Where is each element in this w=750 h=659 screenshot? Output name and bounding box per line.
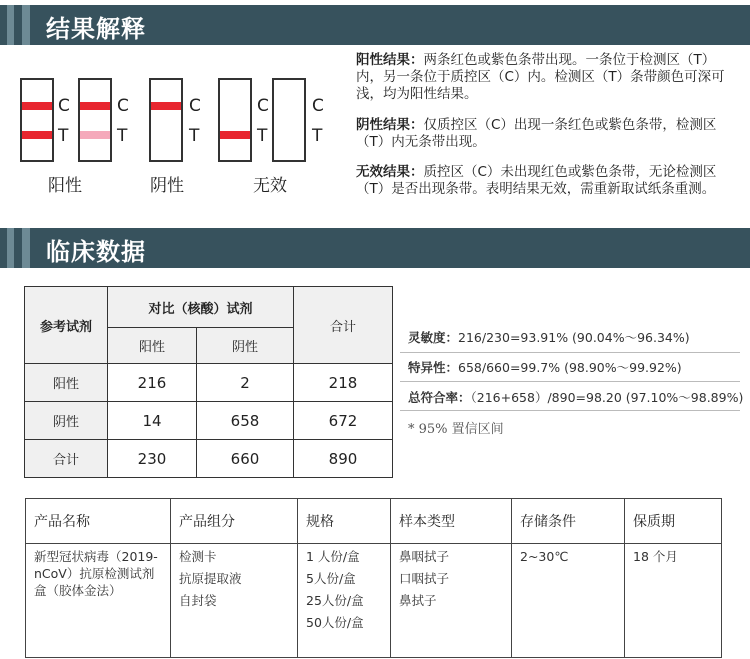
invalid-result-desc: 质控区（C）未出现红色或紫色条带，无论检测区（T）是否出现条带。表明结果无效，需重新取试纸条重测。 — [356, 164, 717, 197]
storage-value: 2~30℃ — [520, 549, 569, 564]
product-info-table — [25, 498, 722, 658]
table-header-row — [26, 499, 722, 544]
control-line — [80, 102, 110, 110]
cell: 230 — [108, 440, 197, 478]
divider — [400, 410, 740, 411]
spec-item: 50人份/盒 — [306, 615, 364, 630]
cell: 2 — [197, 364, 294, 402]
header-sample-type: 样本类型 — [391, 499, 512, 544]
header-storage: 存储条件 — [512, 499, 625, 544]
cell: 890 — [294, 440, 393, 478]
row-label: 阴性 — [25, 402, 108, 440]
caption-negative: 阴性 — [150, 176, 184, 196]
table-row — [25, 402, 393, 440]
header-product-name: 产品名称 — [26, 499, 171, 544]
spec-cell — [298, 544, 391, 658]
cell: 14 — [108, 402, 197, 440]
table-row — [26, 544, 722, 658]
specificity-label: 特异性： — [408, 360, 459, 375]
sensitivity-value: 216/230=93.91% (90.04%～96.34%) — [458, 330, 690, 345]
spec-item: 1 人份/盒 — [306, 549, 360, 564]
t-label: T — [257, 126, 268, 146]
invalid-strip-1 — [218, 78, 252, 162]
control-line — [22, 102, 52, 110]
t-label: T — [312, 126, 323, 146]
table-row — [25, 364, 393, 402]
components-cell — [171, 544, 298, 658]
product-name: 新型冠状病毒（2019-nCoV）抗原检测试剂盒（胶体金法） — [26, 544, 171, 658]
positive-strip-2 — [78, 78, 112, 162]
sample-item: 鼻拭子 — [399, 593, 437, 608]
storage-cell — [512, 544, 625, 658]
component-item: 自封袋 — [179, 593, 217, 608]
invalid-result-label: 无效结果： — [356, 164, 424, 180]
section-banner-results — [0, 5, 750, 45]
spec-item: 5人份/盒 — [306, 571, 356, 586]
c-label: C — [189, 96, 201, 116]
positive-strip-1 — [20, 78, 54, 162]
control-line — [151, 102, 181, 110]
invalid-strip-2 — [272, 78, 306, 162]
positive-result-label: 阳性结果： — [356, 52, 424, 68]
confidence-note: * 95% 置信区间 — [408, 422, 504, 437]
negative-result-label: 阴性结果： — [356, 117, 424, 133]
col-negative: 阴性 — [197, 328, 294, 364]
header-shelf-life: 保质期 — [625, 499, 722, 544]
c-label: C — [257, 96, 269, 116]
spec-item: 25人份/盒 — [306, 593, 364, 608]
cell: 218 — [294, 364, 393, 402]
t-label: T — [117, 126, 128, 146]
sample-item: 口咽拭子 — [399, 571, 450, 586]
banner-accent — [7, 5, 14, 45]
c-label: C — [117, 96, 129, 116]
shelf-life-cell — [625, 544, 722, 658]
compare-reagent-header: 对比（核酸）试剂 — [108, 287, 294, 328]
sample-cell — [391, 544, 512, 658]
ref-reagent-header: 参考试剂 — [25, 287, 108, 364]
total-header: 合计 — [294, 287, 393, 364]
component-item: 抗原提取液 — [179, 571, 242, 586]
positive-result-text — [356, 52, 740, 103]
sensitivity-label: 灵敏度： — [408, 330, 459, 345]
row-label: 阳性 — [25, 364, 108, 402]
specificity-value: 658/660=99.7% (98.90%～99.92%) — [458, 360, 682, 375]
row-label: 合计 — [25, 440, 108, 478]
section-title-results: 结果解释 — [46, 15, 146, 43]
negative-result-desc: 仅质控区（C）出现一条红色或紫色条带，检测区（T）内无条带出现。 — [356, 117, 717, 150]
test-line — [22, 131, 52, 139]
header-spec: 规格 — [298, 499, 391, 544]
section-title-clinical: 临床数据 — [46, 238, 146, 266]
cell: 216 — [108, 364, 197, 402]
c-label: C — [58, 96, 70, 116]
caption-invalid: 无效 — [253, 176, 287, 196]
divider — [400, 352, 740, 353]
table-row — [25, 440, 393, 478]
t-label: T — [58, 126, 69, 146]
faint-test-line — [80, 131, 110, 139]
cell: 672 — [294, 402, 393, 440]
total-agreement — [408, 388, 743, 406]
banner-accent — [7, 228, 14, 268]
clinical-data-table — [24, 286, 393, 478]
cell: 660 — [197, 440, 294, 478]
agreement-label: 总符合率： — [408, 390, 471, 405]
col-positive: 阳性 — [108, 328, 197, 364]
positive-result-desc: 两条红色或紫色条带出现。一条位于检测区（T）内，另一条位于质控区（C）内。检测区（T）条带颜色可深可浅，均为阳性结果。 — [356, 52, 725, 102]
invalid-result-text — [356, 164, 740, 198]
t-label: T — [189, 126, 200, 146]
negative-strip — [149, 78, 183, 162]
cell: 658 — [197, 402, 294, 440]
caption-positive: 阳性 — [48, 176, 82, 196]
section-banner-clinical — [0, 228, 750, 268]
sample-item: 鼻咽拭子 — [399, 549, 450, 564]
banner-accent — [22, 228, 30, 268]
negative-result-text — [356, 117, 740, 151]
specificity — [408, 358, 682, 376]
agreement-value: （216+658）/890=98.20 (97.10%～98.89%) — [470, 390, 744, 405]
divider — [400, 381, 740, 382]
banner-accent — [22, 5, 30, 45]
test-line — [220, 131, 250, 139]
component-item: 检测卡 — [179, 549, 217, 564]
sensitivity — [408, 328, 690, 346]
c-label: C — [312, 96, 324, 116]
header-components: 产品组分 — [171, 499, 298, 544]
shelf-life-value: 18 个月 — [633, 549, 678, 564]
